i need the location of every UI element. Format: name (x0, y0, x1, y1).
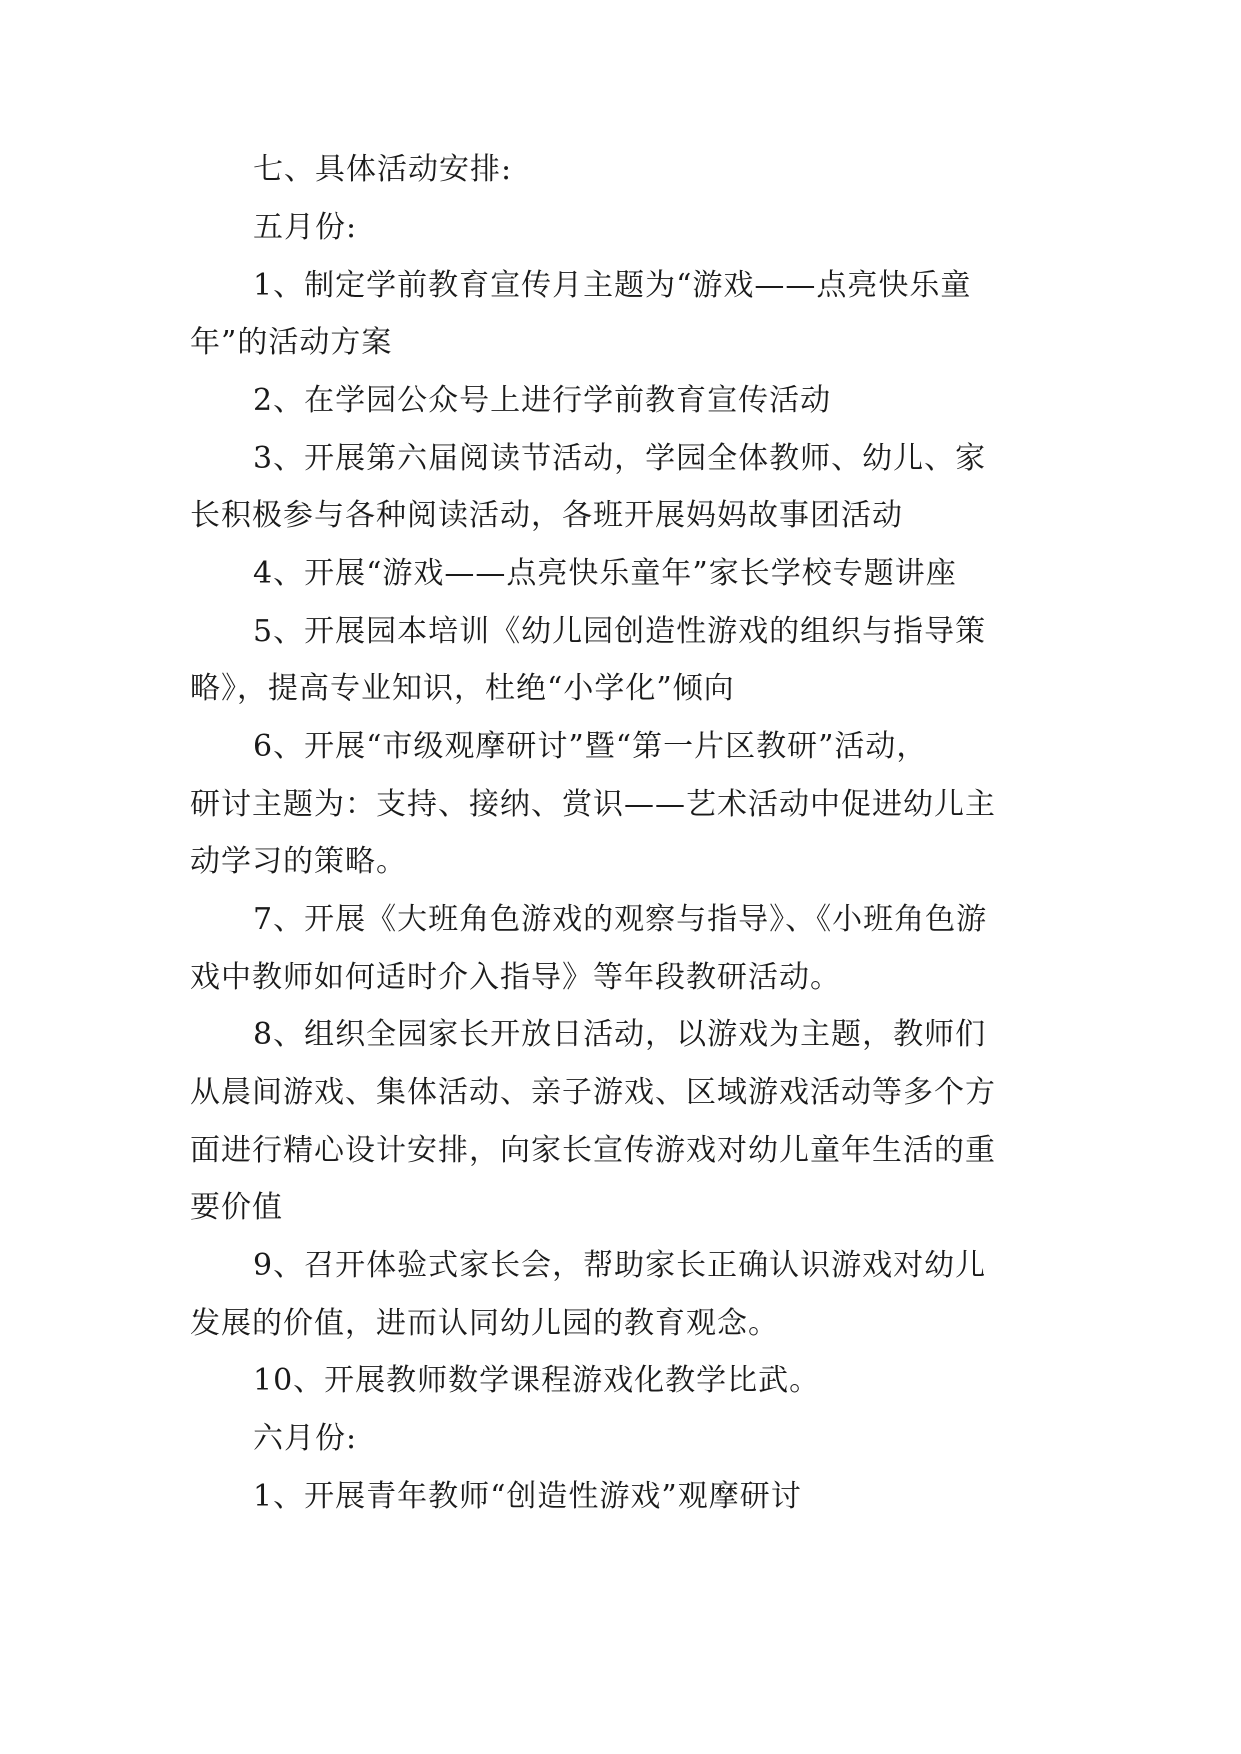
text-line: 10、开展教师数学课程游戏化教学比武。 (253, 1363, 821, 1398)
text-line: 1、开展青年教师“创造性游戏”观摩研讨 (253, 1479, 802, 1514)
text-line: 8、组织全园家长开放日活动，以游戏为主题，教师们 (253, 1017, 987, 1052)
text-line: 4、开展“游戏——点亮快乐童年”家长学校专题讲座 (253, 556, 957, 591)
text-line: 6、开展“市级观摩研讨”暨“第一片区教研”活动， (253, 729, 928, 764)
text-line: 9、召开体验式家长会，帮助家长正确认识游戏对幼儿 (253, 1248, 987, 1283)
text-line: 3、开展第六届阅读节活动，学园全体教师、幼儿、家 (253, 441, 987, 476)
text-line: 略》，提高专业知识，杜绝“小学化”倾向 (190, 671, 735, 706)
section-heading: 七、具体活动安排: (253, 152, 513, 187)
text-line: 长积极参与各种阅读活动，各班开展妈妈故事团活动 (190, 498, 903, 533)
text-line: 动学习的策略。 (190, 844, 407, 879)
text-line: 从晨间游戏、集体活动、亲子游戏、区域游戏活动等多个方 (190, 1075, 996, 1110)
text-line: 发展的价值，进而认同幼儿园的教育观念。 (190, 1306, 779, 1341)
month-heading-june: 六月份: (253, 1421, 358, 1456)
text-line: 戏中教师如何适时介入指导》等年段教研活动。 (190, 960, 841, 995)
text-line: 1、制定学前教育宣传月主题为“游戏——点亮快乐童 (253, 268, 972, 303)
month-heading-may: 五月份: (253, 210, 358, 245)
text-line: 面进行精心设计安排，向家长宣传游戏对幼儿童年生活的重 (190, 1133, 996, 1168)
text-line: 2、在学园公众号上进行学前教育宣传活动 (253, 383, 832, 418)
text-line: 5、开展园本培训《幼儿园创造性游戏的组织与指导策 (253, 614, 987, 649)
text-line: 7、开展《大班角色游戏的观察与指导》、《小班角色游 (253, 902, 988, 937)
text-line: 研讨主题为：支持、接纳、赏识——艺术活动中促进幼儿主 (190, 787, 996, 822)
text-line: 年”的活动方案 (190, 325, 393, 360)
text-line: 要价值 (190, 1190, 283, 1225)
